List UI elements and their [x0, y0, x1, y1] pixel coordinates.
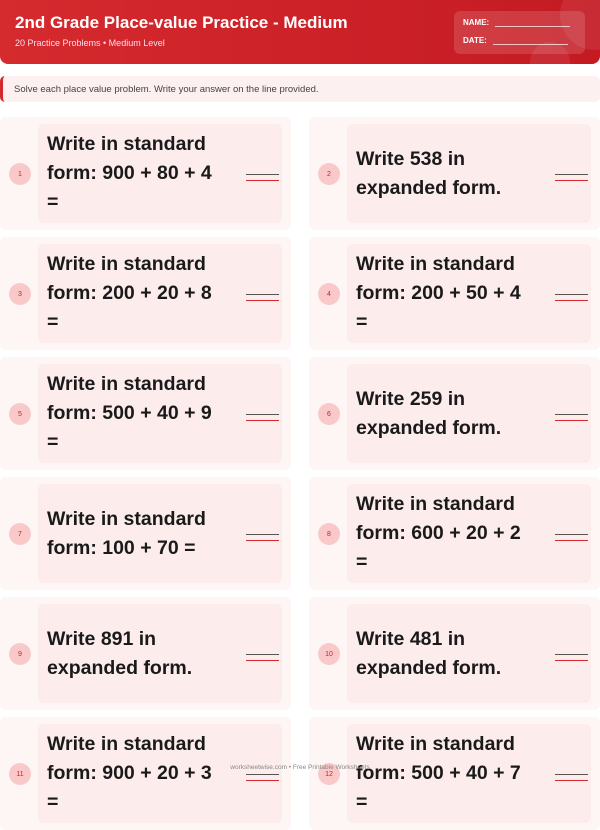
- answer-line[interactable]: [246, 167, 279, 181]
- name-field[interactable]: [463, 18, 570, 27]
- problem-text: Write in standard form: 900 + 80 + 4 =: [47, 133, 212, 213]
- problem-card: [309, 717, 600, 830]
- problem-number: 3: [9, 283, 31, 305]
- problem-card: [0, 357, 291, 470]
- problem-number: 8: [318, 523, 340, 545]
- problem-text: Write 891 in expanded form.: [47, 627, 193, 679]
- date-field[interactable]: [463, 36, 568, 45]
- problem-card: [0, 597, 291, 710]
- answer-line[interactable]: [555, 287, 588, 301]
- problem-number: 12: [318, 763, 340, 785]
- problem-card: [309, 237, 600, 350]
- problem-card: [0, 237, 291, 350]
- worksheet-subtitle: 20 Practice Problems • Medium Level: [15, 38, 165, 48]
- problem-card: [309, 357, 600, 470]
- problem-card: [309, 597, 600, 710]
- problem-card: [0, 477, 291, 590]
- name-date-box: [454, 11, 585, 54]
- problem-text: Write in standard form: 900 + 20 + 3 =: [47, 733, 212, 813]
- date-label: DATE:: [463, 36, 487, 45]
- date-line: [493, 37, 568, 45]
- problem-text: Write 259 in expanded form.: [356, 387, 502, 439]
- answer-line[interactable]: [555, 527, 588, 541]
- problem-card: [0, 117, 291, 230]
- problem-text: Write in standard form: 200 + 50 + 4 =: [356, 253, 521, 333]
- worksheet-title: 2nd Grade Place-value Practice - Medium: [15, 13, 348, 32]
- answer-line[interactable]: [246, 407, 279, 421]
- problem-text: Write in standard form: 500 + 40 + 9 =: [47, 373, 212, 453]
- problem-card: [309, 117, 600, 230]
- answer-line[interactable]: [555, 647, 588, 661]
- instructions: Solve each place value problem. Write your answer on the line provided.: [0, 76, 600, 102]
- problem-number: 9: [9, 643, 31, 665]
- name-line: [495, 19, 570, 27]
- problem-number: 4: [318, 283, 340, 305]
- problem-text: Write in standard form: 200 + 20 + 8 =: [47, 253, 212, 333]
- problem-number: 2: [318, 163, 340, 185]
- problem-number: 10: [318, 643, 340, 665]
- problem-text: Write in standard form: 500 + 40 + 7 =: [356, 733, 521, 813]
- answer-line[interactable]: [246, 287, 279, 301]
- problem-card: [309, 477, 600, 590]
- problem-text: Write 538 in expanded form.: [356, 147, 502, 199]
- problem-number: 5: [9, 403, 31, 425]
- problem-text: Write 481 in expanded form.: [356, 627, 502, 679]
- problem-number: 7: [9, 523, 31, 545]
- answer-line[interactable]: [555, 407, 588, 421]
- problem-number: 6: [318, 403, 340, 425]
- answer-line[interactable]: [555, 167, 588, 181]
- answer-line[interactable]: [246, 647, 279, 661]
- name-label: NAME:: [463, 18, 490, 27]
- footer: worksheetwise.com • Free Printable Worksheets: [230, 764, 370, 771]
- problem-text: Write in standard form: 600 + 20 + 2 =: [356, 493, 521, 573]
- problem-number: 1: [9, 163, 31, 185]
- problem-text: Write in standard form: 100 + 70 =: [47, 507, 206, 559]
- worksheet-header: [0, 0, 600, 64]
- problem-card: [0, 717, 291, 830]
- problem-number: 11: [9, 763, 31, 785]
- answer-line[interactable]: [246, 527, 279, 541]
